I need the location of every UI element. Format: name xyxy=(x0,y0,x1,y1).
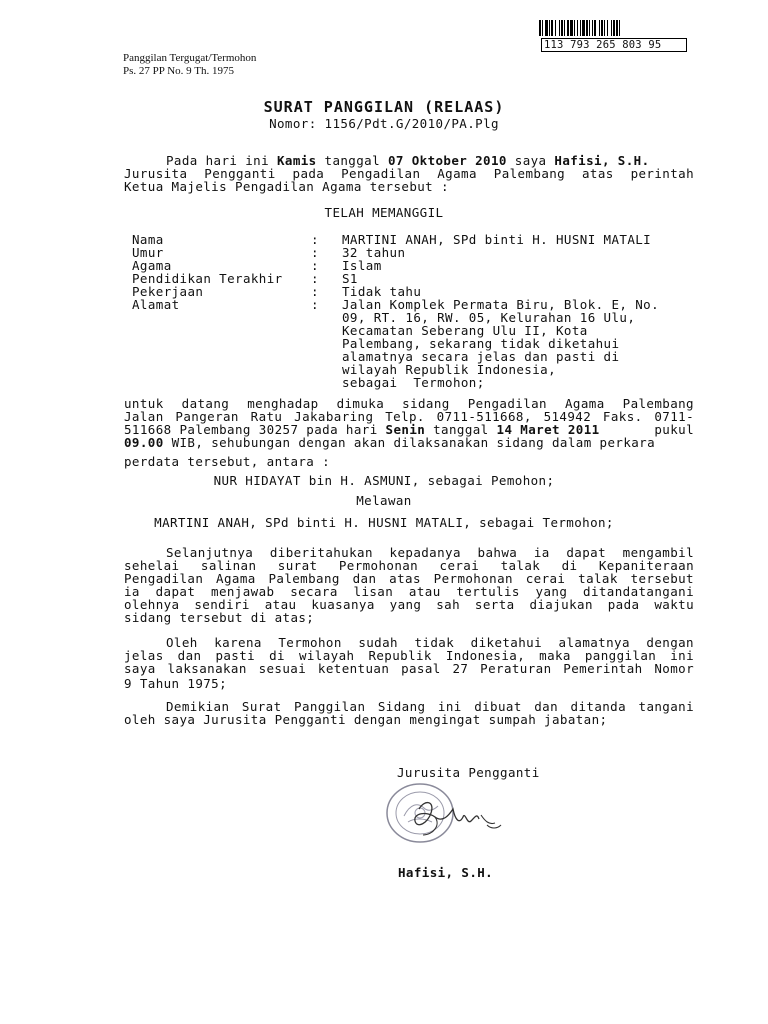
identity-label: Umur xyxy=(132,245,164,260)
signature-role: Jurusita Pengganti xyxy=(397,765,540,780)
identity-label: Agama xyxy=(132,258,172,273)
identity-colon: : xyxy=(311,271,319,286)
paragraph-line: saya laksanakan sesuai ketentuan pasal 27 Peraturan Pemerintah Nomor xyxy=(124,661,694,676)
party-pemohon: NUR HIDAYAT bin H. ASMUNI, sebagai Pemohon; xyxy=(213,473,555,488)
identity-colon: : xyxy=(311,297,319,312)
opening-line-2: Jurusita Pengganti pada Pengadilan Agama Palembang atas perintah xyxy=(124,166,694,181)
paragraph-line: Demikian Surat Panggilan Sidang ini dibuat dan ditanda tangani xyxy=(166,699,694,714)
barcode xyxy=(539,20,687,52)
address-line: alamatnya secara jelas dan pasti di xyxy=(342,349,620,364)
identity-colon: : xyxy=(311,258,319,273)
identity-label: Pekerjaan xyxy=(132,284,204,299)
form-reference-line-2: Ps. 27 PP No. 9 Th. 1975 xyxy=(123,65,234,77)
barcode-bars xyxy=(539,20,687,36)
paragraph-selanjutnya xyxy=(124,546,694,624)
hearing-date: 14 Maret 2011 xyxy=(496,422,600,437)
paragraph-line: Pengadilan Agama Palembang dan atas Permohonan cerai talak tersebut xyxy=(124,571,694,586)
opening-line-1: Pada hari ini Kamis tanggal 07 Oktober 2010 saya Hafisi, S.H. xyxy=(166,153,650,168)
paragraph-line: sidang tersebut di atas; xyxy=(124,610,315,625)
document-title: SURAT PANGGILAN (RELAAS) xyxy=(263,98,505,116)
paragraph-line: olehnya sendiri atau kuasanya yang sah serta diajukan pada waktu xyxy=(124,597,694,612)
summons-paragraph xyxy=(124,397,694,468)
handwritten-signature xyxy=(405,795,505,845)
identity-value: S1 xyxy=(342,271,358,286)
identity-label: Pendidikan Terakhir xyxy=(132,271,283,286)
identity-value: Tidak tahu xyxy=(342,284,422,299)
summons-line-5: perdata tersebut, antara : xyxy=(124,454,331,469)
identity-value: Jalan Komplek Permata Biru, Blok. E, No. xyxy=(342,297,660,312)
party-termohon: MARTINI ANAH, SPd binti H. HUSNI MATALI, sebagai Termohon; xyxy=(154,515,614,530)
identity-value: Islam xyxy=(342,258,382,273)
paragraph-line: oleh saya Jurusita Pengganti dengan mengingat sumpah jabatan; xyxy=(124,712,608,727)
telah-memanggil: TELAH MEMANGGIL xyxy=(324,205,444,220)
document-number: Nomor: 1156/Pdt.G/2010/PA.Plg xyxy=(269,116,499,131)
hearing-time: 09.00 xyxy=(124,435,164,450)
paragraph-line: jelas dan pasti di wilayah Republik Indonesia, maka panggilan ini xyxy=(124,648,694,663)
address-line: sebagai Termohon; xyxy=(342,375,485,390)
hearing-day: Senin xyxy=(385,422,426,437)
identity-colon: : xyxy=(311,232,319,247)
address-line: Palembang, sekarang tidak diketahui xyxy=(342,336,620,351)
signatory-name: Hafisi, S.H. xyxy=(398,865,494,880)
paragraph-demikian xyxy=(124,700,694,726)
summons-line-3: 511668 Palembang 30257 pada hari Senin tanggal 14 Maret 2011 pukul xyxy=(124,422,694,437)
summons-line-4: 09.00 WIB, sehubungan dengan akan dilaksanakan sidang dalam perkara xyxy=(124,435,656,450)
identity-colon: : xyxy=(311,284,319,299)
form-reference xyxy=(123,52,256,77)
identity-label: Nama xyxy=(132,232,164,247)
officer-name: Hafisi, S.H. xyxy=(554,153,650,168)
identity-value: MARTINI ANAH, SPd binti H. HUSNI MATALI xyxy=(342,232,652,247)
opening-day: Kamis xyxy=(276,153,317,168)
opening-paragraph xyxy=(124,154,694,193)
paragraph-oleh xyxy=(124,636,694,690)
paragraph-line: Selanjutnya diberitahukan kepadanya bahwa ia dapat mengambil xyxy=(166,545,694,560)
barcode-bar xyxy=(620,20,622,36)
summons-line-1: untuk datang menghadap dimuka sidang Pengadilan Agama Palembang xyxy=(124,396,694,411)
identity-table xyxy=(0,232,768,390)
paragraph-line: 9 Tahun 1975; xyxy=(124,676,228,691)
form-reference-line-1: Panggilan Tergugat/Termohon xyxy=(123,52,257,64)
address-line: wilayah Republik Indonesia, xyxy=(342,362,556,377)
identity-label: Alamat xyxy=(132,297,180,312)
barcode-number: 113 793 265 803 95 xyxy=(541,38,687,52)
address-line: Kecamatan Seberang Ulu II, Kota xyxy=(342,323,588,338)
address-continued xyxy=(342,311,635,389)
identity-colon: : xyxy=(311,245,319,260)
opening-line-3: Ketua Majelis Pengadilan Agama tersebut : xyxy=(124,179,449,194)
paragraph-line: sehelai salinan surat Permohonan cerai talak di Kepaniteraan xyxy=(124,558,694,573)
paragraph-line: Oleh karena Termohon sudah tidak diketahui alamatnya dengan xyxy=(166,635,694,650)
summons-line-2: Jalan Pangeran Ratu Jakabaring Telp. 0711-511668, 514942 Faks. 0711- xyxy=(124,409,694,424)
party-melawan: Melawan xyxy=(356,493,412,508)
address-line: 09, RT. 16, RW. 05, Kelurahan 16 Ulu, xyxy=(342,310,636,325)
paragraph-line: ia dapat menjawab secara lisan atau tertulis yang ditandatangani xyxy=(124,584,694,599)
identity-value: 32 tahun xyxy=(342,245,406,260)
opening-date: 07 Oktober 2010 xyxy=(387,153,507,168)
